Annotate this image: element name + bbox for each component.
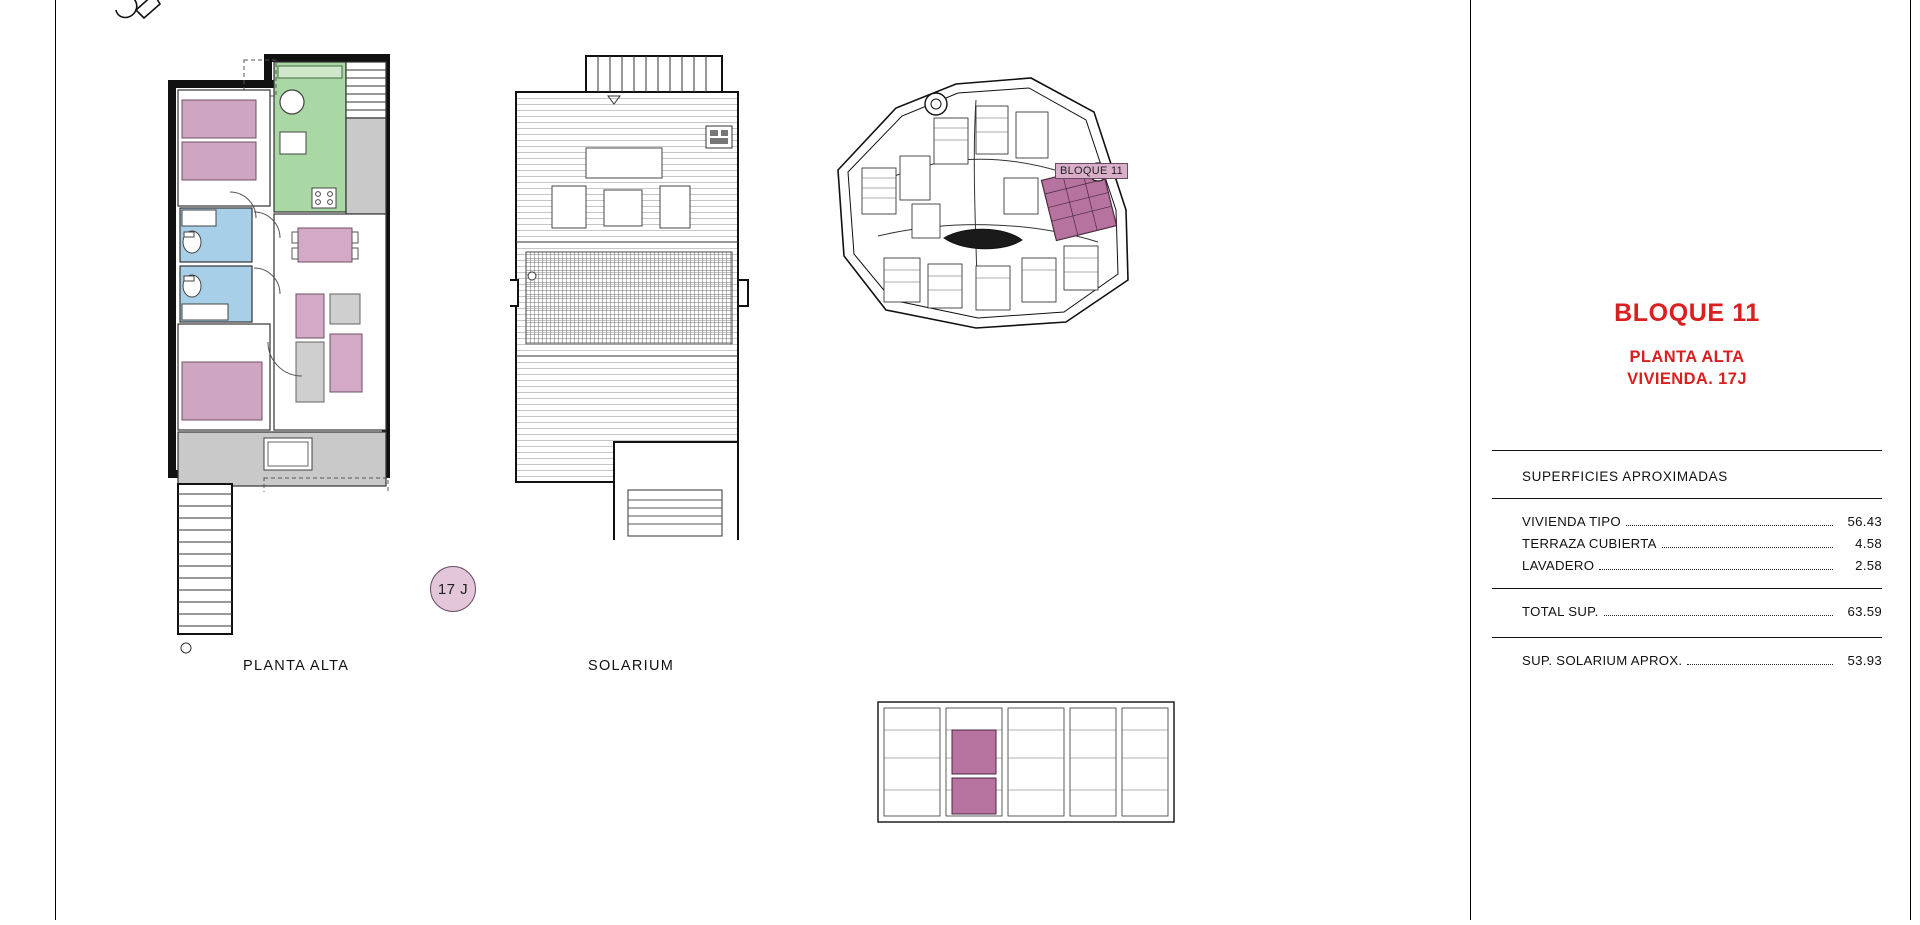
area-label: VIVIENDA TIPO — [1522, 514, 1621, 530]
solarium-caption: SOLARIUM — [588, 658, 675, 674]
area-value: 56.43 — [1847, 514, 1882, 530]
total-block — [1492, 589, 1882, 637]
leader-dots — [1662, 547, 1833, 548]
north-arrow-icon — [110, 0, 190, 26]
areas-heading: SUPERFICIES APROXIMADAS — [1522, 469, 1728, 485]
area-row — [1492, 511, 1882, 533]
planta-alta-drawing — [168, 42, 400, 492]
floor-label: PLANTA ALTA — [1629, 347, 1745, 366]
solarium-floorplan — [510, 50, 750, 540]
area-value: 2.58 — [1855, 558, 1882, 574]
solarium-block — [1492, 638, 1882, 672]
areas-list — [1492, 499, 1882, 588]
total-label: TOTAL SUP. — [1522, 604, 1599, 620]
sheet-rule-right — [1910, 0, 1911, 920]
total-row — [1492, 601, 1882, 623]
solarium-value: 53.93 — [1847, 653, 1882, 669]
leader-dots — [1604, 615, 1833, 616]
sheet-rule-middle — [1470, 0, 1471, 920]
site-key-plan — [826, 60, 1146, 335]
solarium-drawing — [510, 50, 750, 540]
floor-unit-label — [1492, 346, 1882, 391]
leader-dots — [1599, 569, 1833, 570]
solarium-label: SUP. SOLARIUM APROX. — [1522, 653, 1683, 669]
leader-dots — [1626, 525, 1833, 526]
area-row — [1492, 533, 1882, 555]
area-label: TERRAZA CUBIERTA — [1522, 536, 1657, 552]
sheet-rule-left — [55, 0, 56, 920]
site-key-block-tag: BLOQUE 11 — [1055, 163, 1128, 179]
area-value: 4.58 — [1855, 536, 1882, 552]
area-label: LAVADERO — [1522, 558, 1595, 574]
bottom-block-drawing — [876, 700, 1176, 920]
info-panel — [1492, 300, 1882, 672]
total-value: 63.59 — [1847, 604, 1882, 620]
leader-dots — [1687, 664, 1833, 665]
exterior-stair — [164, 482, 282, 672]
block-title: BLOQUE 11 — [1614, 299, 1760, 327]
unit-label: VIVIENDA. 17J — [1627, 369, 1747, 388]
planta-alta-caption: PLANTA ALTA — [243, 658, 350, 674]
solarium-row — [1492, 650, 1882, 672]
unit-badge: 17 J — [430, 566, 476, 612]
bottom-block-plan — [876, 700, 1176, 920]
area-row — [1492, 555, 1882, 588]
planta-alta-floorplan — [168, 42, 400, 492]
site-key-drawing — [826, 60, 1146, 335]
